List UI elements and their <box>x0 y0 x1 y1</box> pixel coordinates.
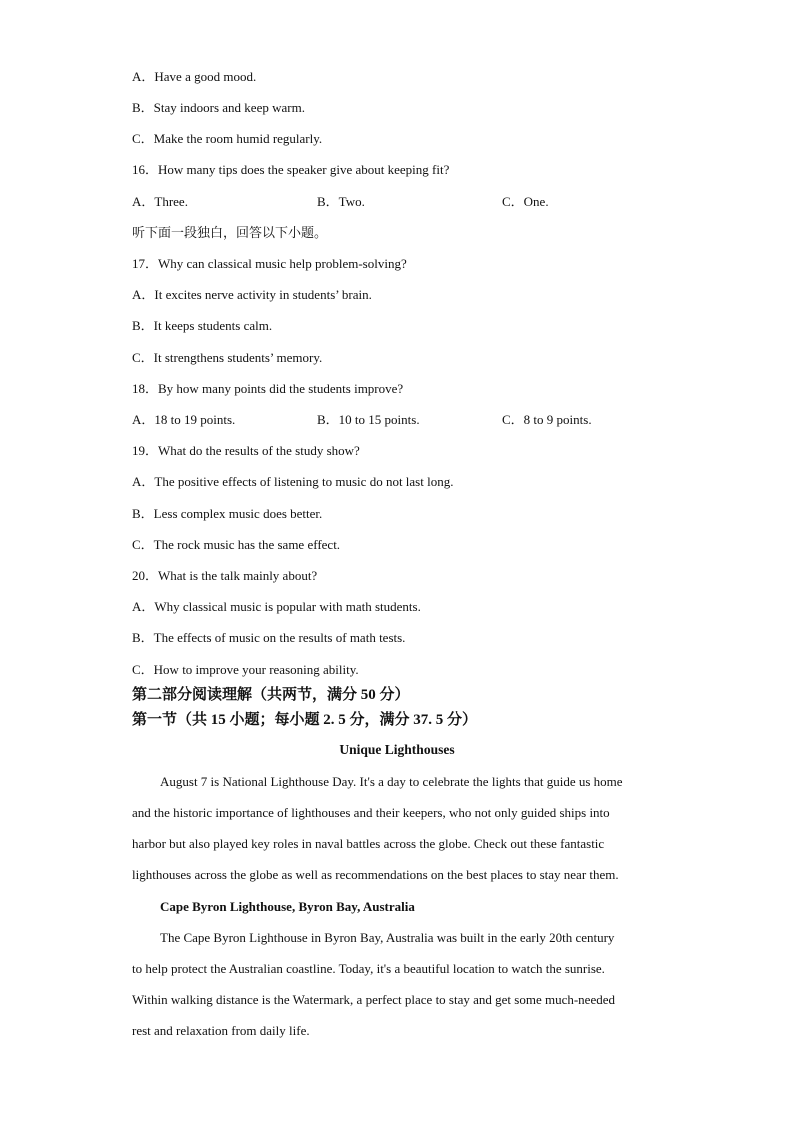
q17-option-a: A．It excites nerve activity in students’ brain. <box>132 287 372 302</box>
body-line: The Cape Byron Lighthouse in Byron Bay, Australia was built in the early 20th century <box>160 930 615 945</box>
section1-heading: 第一节（共 15 小题；每小题 2. 5 分，满分 37. 5 分） <box>132 712 478 728</box>
q16-option-b: B．Two. <box>317 194 365 209</box>
q15-option-c: C．Make the room humid regularly. <box>132 131 323 146</box>
q20-question: 20．What is the talk mainly about? <box>132 568 318 583</box>
q18-option-b: B．10 to 15 points. <box>317 412 420 427</box>
q18-question: 18．By how many points did the students improve? <box>132 381 404 396</box>
q17-question: 17．Why can classical music help problem-solving? <box>132 256 407 271</box>
q19-option-a: A．The positive effects of listening to music do not last long. <box>132 474 454 489</box>
intro-line: lighthouses across the globe as well as recommendations on the best places to stay near them. <box>132 867 619 882</box>
passage-subheading: Cape Byron Lighthouse, Byron Bay, Australia <box>160 899 415 914</box>
q16-option-c: C．One. <box>502 194 549 209</box>
q17-option-b: B．It keeps students calm. <box>132 318 273 333</box>
passage-title: Unique Lighthouses <box>339 742 455 757</box>
part2-heading: 第二部分阅读理解（共两节，满分 50 分） <box>132 687 410 703</box>
listening-instruction: 听下面一段独白，回答以下小题。 <box>132 225 328 240</box>
body-line: Within walking distance is the Watermark, a perfect place to stay and get some much-needed <box>132 992 615 1007</box>
q20-option-a: A．Why classical music is popular with math students. <box>132 599 421 614</box>
body-line: to help protect the Australian coastline. Today, it's a beautiful location to watch the sunrise. <box>132 961 605 976</box>
q15-option-a: A．Have a good mood. <box>132 69 257 84</box>
intro-line: harbor but also played key roles in naval battles across the globe. Check out these fantastic <box>132 836 605 851</box>
intro-line: and the historic importance of lighthouses and their keepers, who not only guided ships into <box>132 805 610 820</box>
q19-option-c: C．The rock music has the same effect. <box>132 537 341 552</box>
q16-question: 16．How many tips does the speaker give about keeping fit? <box>132 162 450 177</box>
q19-question: 19．What do the results of the study show? <box>132 443 360 458</box>
intro-line: August 7 is National Lighthouse Day. It's a day to celebrate the lights that guide us home <box>160 774 623 789</box>
q17-option-c: C．It strengthens students’ memory. <box>132 350 323 365</box>
q19-option-b: B．Less complex music does better. <box>132 506 323 521</box>
q16-option-a: A．Three. <box>132 194 188 209</box>
q20-option-b: B．The effects of music on the results of math tests. <box>132 630 406 645</box>
q18-option-a: A．18 to 19 points. <box>132 412 236 427</box>
body-line: rest and relaxation from daily life. <box>132 1023 310 1038</box>
q20-option-c: C．How to improve your reasoning ability. <box>132 662 359 677</box>
q15-option-b: B．Stay indoors and keep warm. <box>132 100 305 115</box>
q18-option-c: C．8 to 9 points. <box>502 412 592 427</box>
